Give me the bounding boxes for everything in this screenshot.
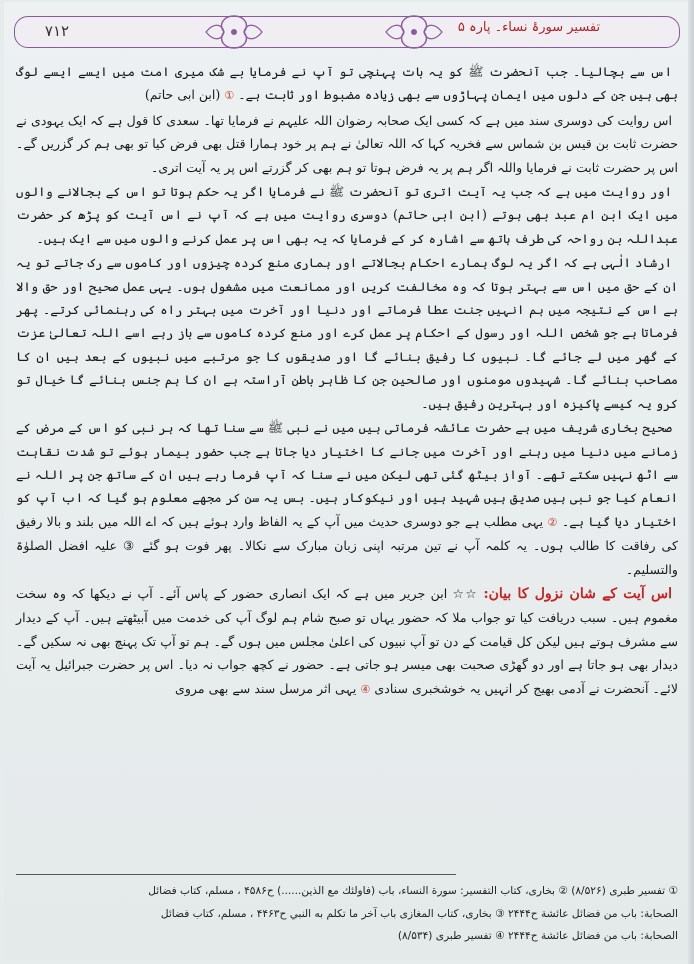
running-title: تفسیر سورۂ نساء۔ پارہ ۵	[457, 20, 601, 35]
footnote-line: الصحابة: باب من فضائل عائشة ح۲۴۴۴ ④ تفسیر طبری (۸/۵۳۴)	[397, 930, 678, 942]
paragraph	[16, 109, 678, 179]
paragraph-text: اس روایت کی دوسری سند میں ہے کہ کسی ایک صحابہ رضوان اللہ علیہم نے فرمایا تھا۔ سعدی کا قول ہے کہ ایک یہودی نے حضرت ثابت بن قیس بن شماس سے فخریہ کہا کہ اللہ تعالیٰ نے ہم پر خود ہمارا قتل بھی فرض کیا تو بھی ہم کر گزریں گے۔ اس پر حضرت ثابت نے فرمایا واللہ اگر ہم پر یہ فرض ہوتا تو ہم بھی کر گزرتے اس پر یہ آیت اتری۔	[16, 112, 678, 175]
paragraph-text: ☆☆ ابن جریر میں ہے کہ ایک انصاری حضور کے پاس آئے۔ آپ نے دیکھا کہ وہ سخت مغموم ہیں۔ سبب دریافت کیا تو جواب ملا کہ حضور یہاں تو صبح شام ہم لوگ آپ کی خدمت میں آبیٹھتے ہیں۔ آپ کے دیدار سے مشرف ہوتے ہیں لیکن کل قیامت کے دن تو آپ نبیوں کی اعلیٰ مجلس میں ہوں گے۔ ہم تو آپ تک پہنچ بھی نہ سکیں گے۔ دیدار بھی ہو جاتا ہے اور دو گھڑی صحبت بھی میسر ہو جاتی ہے۔ حضور نے کچھ جواب نہ دیا۔ اس پر حضرت جبرائیل یہ آیت لائے۔ آنحضرت نے آدمی بھیج کر انہیں یہ خوشخبری سنادی	[16, 585, 678, 696]
paragraph-text: ارشاد الٰہی ہے کہ اگر یہ لوگ ہمارے احکام بجالاتے اور ہماری منع کردہ چیزوں اور کاموں سے رک جاتے تو یہ ان کے حق میں اس سے بہتر ہوتا کہ وہ مخالفت کریں اور ممانعت میں مشغول ہوں۔ یہی عمل صحیح اور حق والا ہے اس کے نتیجہ میں ہم انہیں جنت عطا فرماتے اور دنیا اور آخرت میں بہتر راہ کی رہنمائی کرتے۔ پھر فرماتا ہے جو شخص اللہ اور رسول کے احکام پر عمل کرے اور منع کردہ کاموں سے باز رہے اسے اللہ تعالیٰ عزت کے گھر میں لے جائے گا۔ نبیوں کا رفیق بنائے گا اور صدیقوں کا جو مرتبے میں نبیوں کے بعد ہیں ان کا مصاحب بنائے گا۔ شہیدوں مومنوں اور صالحین جن کا ظاہر باطن آراستہ ہے ان کا ہم جنس بنائے گا خیال تو کرو یہ کیسے پاکیزہ اور بہترین رفیق ہیں۔	[16, 255, 678, 411]
footnote-marker[interactable]: ①	[224, 89, 235, 103]
paragraph-text-continued: یہی اثر مرسل سند سے بھی مروی	[174, 680, 357, 696]
footnotes	[16, 880, 678, 948]
ornament-icon	[204, 10, 264, 54]
page-number: ۷۱۲	[44, 22, 70, 40]
paragraph	[16, 582, 678, 701]
citation: (ابن ابی حاتم)	[144, 87, 221, 103]
paragraph	[16, 416, 678, 581]
section-heading: اس آیت کے شان نزول کا بیان:	[483, 585, 672, 602]
paragraph	[16, 180, 678, 250]
paragraph	[16, 251, 678, 415]
book-page	[4, 2, 690, 960]
page-header	[14, 10, 680, 54]
footnote-marker[interactable]: ④	[360, 682, 371, 696]
footnote-line: ① تفسیر طبری (۸/۵۲۶) ② بخاری، کتاب التفسیر: سورة النساء، باب (فاولئك مع الذين......) ح۴۵۸۶ ، مسلم، کتاب فضائل	[148, 885, 678, 897]
paragraph-text: اور روایت میں ہے کہ جب یہ آیت اتری تو آنحضرت ﷺ نے فرمایا اگر یہ حکم ہوتا تو اس کے بجالانے والوں میں ایک ابن ام عبد بھی ہوتے (ابن ابی حاتم) دوسری روایت میں ہے کہ آپ نے اس آیت کو پڑھ کر حضرت عبداللہ بن رواحہ کی طرف ہاتھ سے اشارہ کر کے فرمایا کہ یہ بھی اس پر عمل کرنے والوں میں سے ایک ہیں۔	[16, 184, 678, 246]
footnote-marker[interactable]: ②	[547, 515, 558, 529]
paragraph	[16, 60, 678, 108]
paragraph-text: اس سے بچالیا۔ جب آنحضرت ﷺ کو یہ بات پہنچی تو آپ نے فرمایا بے شک میری امت میں ایسے ایسے لوگ بھی ہیں جن کے دلوں میں ایمان پہاڑوں سے بھی زیادہ مضبوط اور ثابت ہے۔	[16, 64, 678, 103]
paragraph-text: صحیح بخاری شریف میں ہے حضرت عائشہ فرماتی ہیں میں نے نبی ﷺ سے سنا تھا کہ ہر نبی کو اس کے مرض کے زمانے میں دنیا میں رہنے اور آخرت میں جانے کا اختیار دیا جاتا ہے جب حضور بیمار ہوئے تو شدت نقاہت سے اٹھ نہیں سکتے تھے۔ آواز بیٹھ گئی تھی لیکن میں نے سنا کہ آپ فرما رہے ہیں ان کے ساتھ جن پر اللہ نے انعام کیا جو نبی ہیں صدیق ہیں شہید ہیں اور نیکوکار ہیں۔ بس یہ سن کر مجھے معلوم ہو گیا کہ اب آپ کو اختیار دیا گیا ہے۔	[16, 420, 678, 529]
body-text	[16, 60, 678, 702]
footnote-line: الصحابة: باب من فضائل عائشة ح۲۴۴۴ ③ بخاری، کتاب المغازی باب آخر ما تكلم به النبي ح۴۴۶۳ ، مسلم، کتاب فضائل	[160, 907, 678, 920]
page-edge	[688, 0, 694, 964]
paragraph-text-continued: یہی مطلب ہے جو دوسری حدیث میں آپ کے یہ الفاظ وارد ہوئے ہیں کہ اے اللہ میں بلند و بالا رفیق کی رفاقت کا طالب ہوں۔ یہ کلمہ آپ نے تین مرتبہ اپنی زبان مبارک سے نکالا۔ پھر فوت ہو گئے ③ علیہ افضل الصلوٰۃ والتسلیم۔	[16, 513, 678, 577]
footnote-divider	[16, 874, 456, 875]
